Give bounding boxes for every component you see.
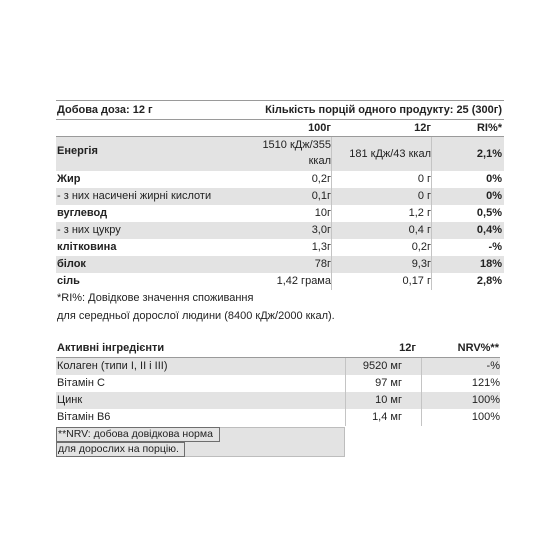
col-header-100g: 100г [308,122,331,134]
col-divider-2 [431,137,432,290]
active-ingredient-row [56,358,500,375]
nutrient-12g: 0 г [417,190,431,202]
nutrient-name: клітковина [57,241,117,253]
ingredient-nrv: 100% [471,394,500,406]
nutrient-12g: 1,2 г [408,207,431,219]
ingredient-amount: 10 мг [375,394,402,406]
energy-name: Енергія [57,145,98,157]
nutrient-12g: 9,3г [411,258,431,270]
energy-12g: 181 кДж/43 ккал [349,148,431,160]
nutrition-row [56,188,504,205]
ingredient-nrv: 100% [471,411,500,423]
nutrient-100g: 0,2г [311,173,331,185]
ri-footnote-line1: *RI%: Довідкове значення споживання [57,292,254,304]
top-rule [56,100,504,101]
nutrient-name: вуглевод [57,207,108,219]
nutrition-row [56,171,504,188]
nutrient-100g: 0,1г [311,190,331,202]
nutrient-12g: 0,2г [411,241,431,253]
nutrition-row [56,222,504,239]
ingredient-name: Вітамін С [57,377,105,389]
energy-100g-line2: ккал [308,155,331,167]
nutrition-row [56,205,504,222]
nutrient-ri: 2,8% [476,275,502,287]
daily-dose-label: Добова доза: 12 г [57,104,153,116]
nutrient-100g: 1,3г [311,241,331,253]
active-ingredient-row [56,409,500,426]
active-col-divider-2 [421,358,422,426]
nutrition-row [56,256,504,273]
nrv-footnote-line1: **NRV: добова довідкова норма [58,428,213,440]
nutrient-100g: 1,42 грама [276,275,331,287]
nutrient-ri: 0,4% [476,224,502,236]
header-rule [56,119,504,120]
col-divider-1 [331,137,332,290]
nutrient-name: Жир [57,173,81,185]
active-header-name: Активні інгредієнти [57,342,165,354]
ingredient-amount: 9520 мг [362,360,402,372]
ingredient-amount: 1,4 мг [372,411,402,423]
ingredient-name: Колаген (типи I, II і III) [57,360,168,372]
energy-ri: 2,1% [476,148,502,160]
nutrient-ri: 18% [479,258,502,270]
active-ingredient-row [56,375,500,392]
nutrient-ri: -% [488,241,502,253]
ingredient-nrv: 121% [471,377,500,389]
col-header-ri: RI%* [476,122,502,134]
ingredient-name: Цинк [57,394,83,406]
nutrient-ri: 0% [486,173,502,185]
nutrient-name: сіль [57,275,80,287]
nutrition-row [56,239,504,256]
nutrition-row [56,273,504,290]
energy-100g-line1: 1510 кДж/355 [262,139,331,151]
active-col-divider-1 [345,358,346,426]
nutrient-name: білок [57,258,86,270]
ingredient-nrv: -% [486,360,500,372]
nutrient-12g: 0,17 г [402,275,431,287]
col-header-12g: 12г [414,122,431,134]
nutrient-100g: 3,0г [311,224,331,236]
nutrient-ri: 0% [486,190,502,202]
nutrition-row-energy [56,137,504,171]
active-ingredient-row [56,392,500,409]
nutrient-name: - з них насичені жирні кислоти [57,190,212,202]
nrv-footnote-line2: для дорослих на порцію. [58,443,179,455]
nutrient-12g: 0,4 г [408,224,431,236]
active-header-12g: 12г [399,342,416,354]
nutrient-ri: 0,5% [476,207,502,219]
nutrient-100g: 78г [314,258,331,270]
nutrient-100g: 10г [314,207,331,219]
ingredient-name: Вітамін В6 [57,411,111,423]
ingredient-amount: 97 мг [375,377,402,389]
nutrient-12g: 0 г [417,173,431,185]
ri-footnote-line2: для середньої дорослої людини (8400 кДж/2000 ккал). [57,310,335,322]
nutrient-name: - з них цукру [57,224,121,236]
servings-label: Кількість порцій одного продукту: 25 (300г) [265,104,502,116]
active-header-nrv: NRV%** [457,342,499,354]
